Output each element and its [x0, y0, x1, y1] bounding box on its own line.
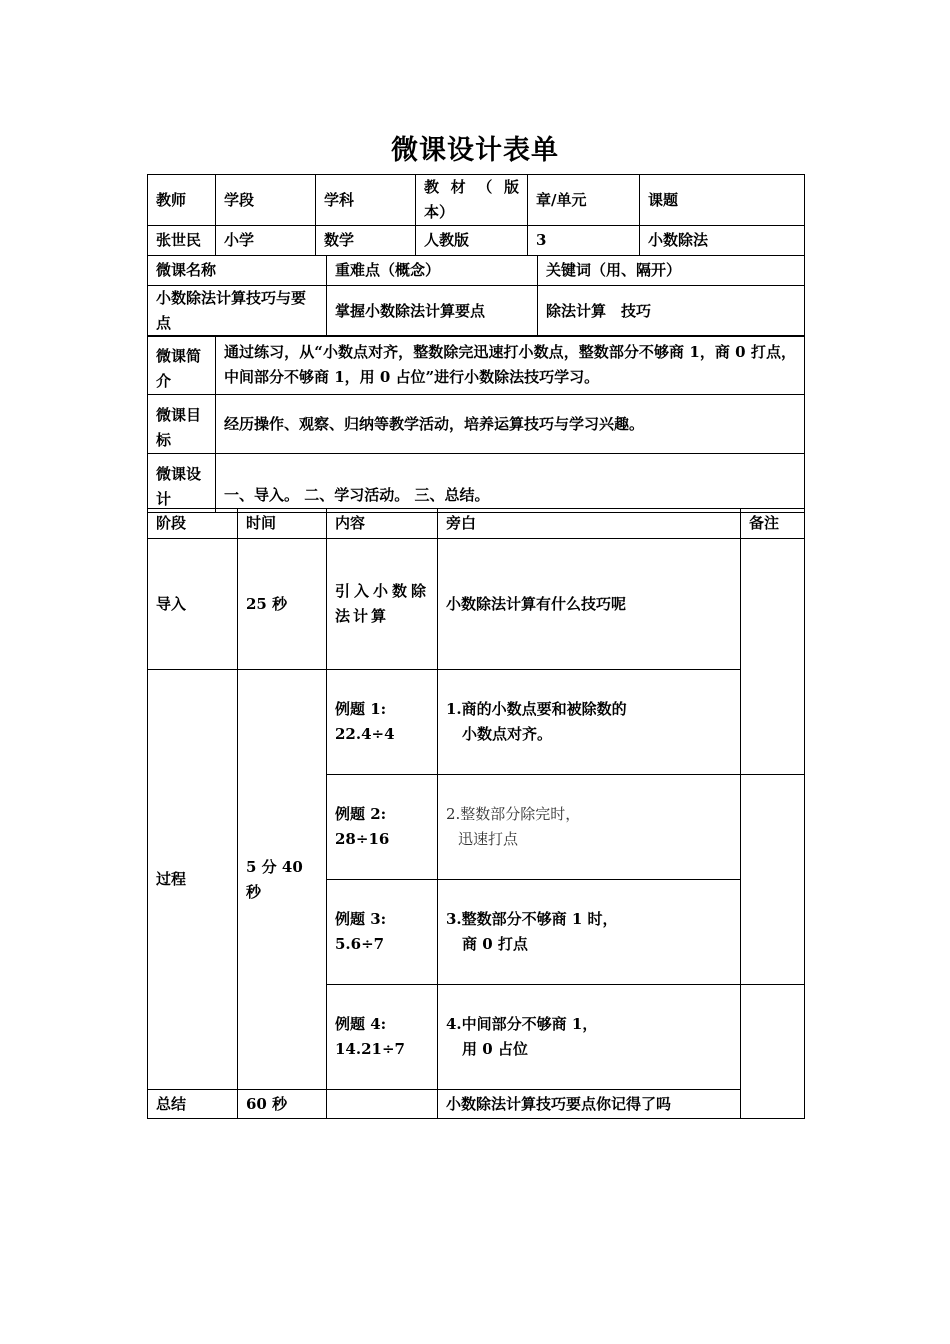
header-narration: 旁白: [438, 509, 741, 539]
example-4-line2: 用 0 占位: [462, 1040, 528, 1058]
remarks-cell-1: [741, 539, 805, 775]
header-subject: 学科: [316, 175, 416, 226]
intro-stage: 导入: [148, 539, 238, 670]
header-stage-level: 学段: [216, 175, 316, 226]
example-4-expr: 14.21÷7: [335, 1040, 405, 1058]
example-2-line1: 2.整数部分除完时，: [446, 805, 581, 823]
intro-label: 微课简介: [148, 336, 216, 395]
summary-time: 60 秒: [238, 1090, 327, 1119]
value-topic: 小数除法: [640, 226, 805, 256]
summary-stage: 总结: [148, 1090, 238, 1119]
process-time: 5 分 40 秒: [238, 670, 327, 1090]
example-4-line1: 4.中间部分不够商 1，: [446, 1015, 598, 1033]
example-4-label: 例题 4:: [335, 1015, 387, 1033]
example-3-line2: 商 0 打点: [462, 935, 528, 953]
example-4-narration: [438, 985, 741, 1090]
example-3: [327, 880, 438, 985]
design-text: 一、导入。 二、学习活动。 三、总结。: [216, 454, 805, 513]
value-keywords: 除法计算 技巧: [538, 286, 805, 337]
example-2-narration: [438, 775, 741, 880]
value-micro-course-name: 小数除法计算技巧与要点: [148, 286, 327, 337]
process-stage: 过程: [148, 670, 238, 1090]
value-key-points: 掌握小数除法计算要点: [327, 286, 538, 337]
summary-content: [327, 1090, 438, 1119]
remarks-cell-2: [741, 775, 805, 985]
header-teacher: 教师: [148, 175, 216, 226]
example-2-expr: 28÷16: [335, 830, 390, 848]
example-1: [327, 670, 438, 775]
example-1-label: 例题 1:: [335, 700, 387, 718]
remarks-cell-3: [741, 985, 805, 1119]
page-title: 微课设计表单: [391, 135, 559, 166]
intro-text: 通过练习，从“小数点对齐，整数除完迅速打小数点，整数部分不够商 1，商 0 打点，中间部分不够商 1，用 0 占位”进行小数除法技巧学习。: [216, 336, 805, 395]
example-3-label: 例题 3:: [335, 910, 387, 928]
example-2-label: 例题 2:: [335, 805, 387, 823]
header-micro-course-name: 微课名称: [148, 256, 327, 286]
concept-table: [147, 255, 805, 337]
example-1-line1: 1.商的小数点要和被除数的: [446, 700, 627, 718]
example-3-narration: [438, 880, 741, 985]
goal-label: 微课目标: [148, 395, 216, 454]
header-key-points: 重难点（概念）: [327, 256, 538, 286]
intro-narration: 小数除法计算有什么技巧呢: [438, 539, 741, 670]
header-keywords: 关键词（用、隔开）: [538, 256, 805, 286]
intro-content: 引入小数除法计算: [327, 539, 438, 670]
info-table: [147, 174, 805, 256]
header-chapter: 章/单元: [528, 175, 640, 226]
design-label: 微课设计: [148, 454, 216, 513]
header-time: 时间: [238, 509, 327, 539]
example-1-narration: [438, 670, 741, 775]
example-3-expr: 5.6÷7: [335, 935, 385, 953]
header-phase: 阶段: [148, 509, 238, 539]
example-1-expr: 22.4÷4: [335, 725, 395, 743]
header-textbook: 教 材 （ 版 本）: [416, 175, 528, 226]
header-content: 内容: [327, 509, 438, 539]
summary-narration: 小数除法计算技巧要点你记得了吗: [438, 1090, 741, 1119]
value-subject: 数学: [316, 226, 416, 256]
value-teacher: 张世民: [148, 226, 216, 256]
example-2-line2: 迅速打点: [458, 830, 519, 848]
goal-text: 经历操作、观察、归纳等教学活动，培养运算技巧与学习兴趣。: [216, 395, 805, 454]
example-4: [327, 985, 438, 1090]
example-1-line2: 小数点对齐。: [462, 725, 553, 743]
header-topic: 课题: [640, 175, 805, 226]
stage-table: [147, 508, 805, 1119]
example-2: [327, 775, 438, 880]
intro-time: 25 秒: [238, 539, 327, 670]
value-textbook: 人教版: [416, 226, 528, 256]
example-3-line1: 3.整数部分不够商 1 时，: [446, 910, 618, 928]
value-chapter: 3: [528, 226, 640, 256]
description-table: [147, 335, 805, 513]
header-remarks: 备注: [741, 509, 805, 539]
value-stage-level: 小学: [216, 226, 316, 256]
